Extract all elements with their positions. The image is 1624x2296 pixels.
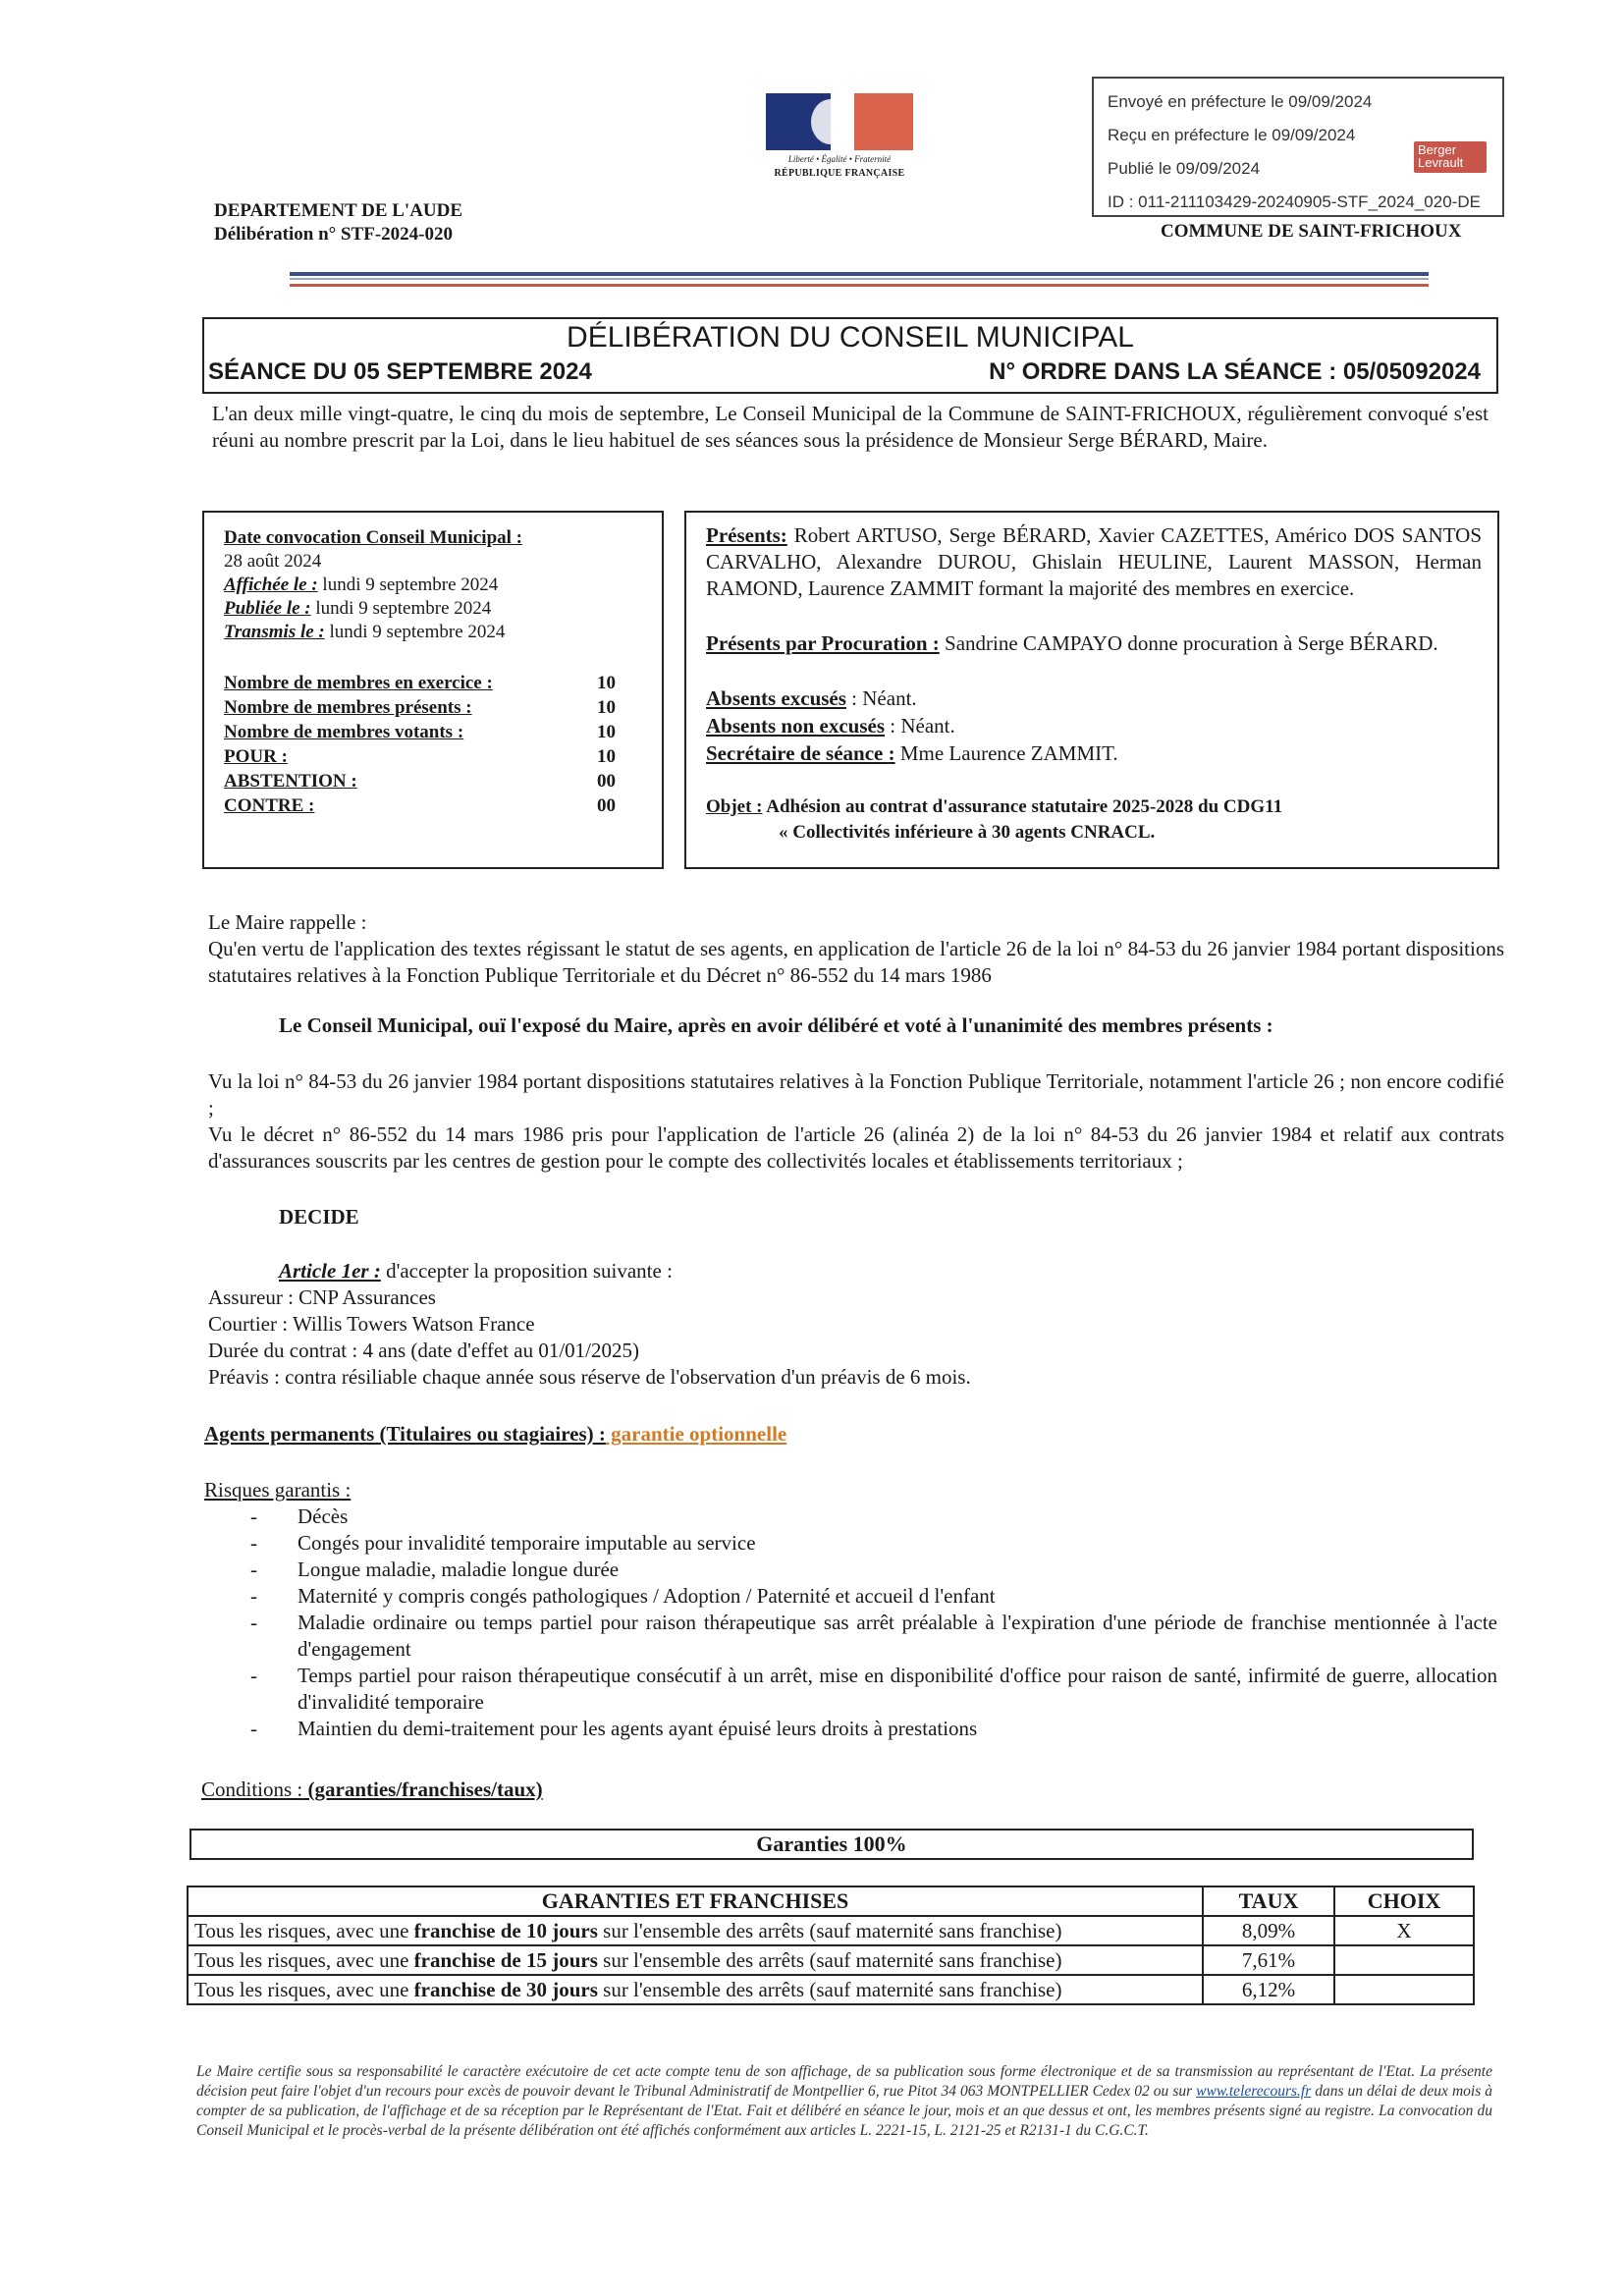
vu-decret: Vu le décret n° 86-552 du 14 mars 1986 pris pour l'application de l'article 26 (alinéa 2) de la loi n° 84-53 du 26 janvier 1984 et relatif aux contrats d'assurances souscrits par les centres de gestion pour le compte des collectivités locales et établissements territoriaux ; [208, 1122, 1504, 1173]
vu-loi: Vu la loi n° 84-53 du 26 janvier 1984 portant dispositions statutaires relatives à la Fonction Publique Territoriale, notamment l'article 26 ; non encore codifié ; [208, 1069, 1504, 1120]
intro-paragraph: L'an deux mille vingt-quatre, le cinq du mois de septembre, Le Conseil Municipal de la Commune de SAINT-FRICHOUX, régulièrement convoqué s'est réuni au nombre prescrit par la Loi, dans le lieu habituel de ses séances sous la présidence de Monsieur Serge BÉRARD, Maire. [212, 402, 1489, 452]
blue-rule [290, 272, 1429, 276]
tricolor-flag-icon [766, 93, 913, 150]
list-item: - Longue maladie, maladie longue durée [250, 1558, 620, 1581]
count-label: Nombre de membres présents : [224, 697, 472, 718]
rappel-text: Qu'en vertu de l'application des textes régissant le statut de ses agents, en application de l'article 26 de la loi n° 84-53 du 26 janvier 1984 portant dispositions statutaires relatives à la Fonction Publique Territoriale et du Décret n° 86-552 du 14 mars 1986 [208, 937, 1504, 987]
list-item: - Temps partiel pour raison thérapeutique consécutif à un arrêt, mise en disponibilité d'office pour raison de santé, infirmité de guerre, allocation d'invalidité temporaire [250, 1664, 1497, 1714]
conditions-line: Conditions : (garanties/franchises/taux) [201, 1777, 543, 1801]
prefecture-stamp [1092, 77, 1504, 217]
convocation-label: Date convocation Conseil Municipal : [224, 527, 522, 548]
garanties-box: Garanties 100% [189, 1829, 1474, 1860]
decide-heading: DECIDE [279, 1205, 359, 1229]
table-cell: Tous les risques, avec une franchise de 15 jours sur l'ensemble des arrêts (sauf maternité sans franchise) [188, 1945, 1203, 1975]
republic-name: RÉPUBLIQUE FRANÇAISE [774, 168, 905, 179]
article-1: Article 1er : d'accepter la proposition suivante : [279, 1259, 673, 1283]
count-label: Nombre de membres en exercice : [224, 673, 493, 693]
list-item: - Maladie ordinaire ou temps partiel pour raison thérapeutique sas arrêt préalable à l'expiration d'une période de franchise mentionnée à l'acte d'engagement [250, 1611, 1497, 1661]
objet-line-2: « Collectivités inférieure à 30 agents CNRACL. [779, 822, 1156, 843]
list-item: - Décès [250, 1504, 349, 1528]
table-header: TAUX [1203, 1886, 1334, 1916]
count-label: CONTRE : [224, 795, 315, 816]
absents-excuses: Absents excusés : Néant. [706, 686, 917, 710]
berger-levrault-logo: Berger Levrault [1414, 141, 1487, 173]
red-rule [290, 284, 1429, 287]
commune-name: COMMUNE DE SAINT-FRICHOUX [1161, 221, 1462, 242]
stamp-publie: Publié le 09/09/2024 [1108, 159, 1261, 178]
publiee-line: Publiée le : lundi 9 septembre 2024 [224, 598, 492, 619]
department-name: DEPARTEMENT DE L'AUDE [214, 200, 463, 221]
transmis-line: Transmis le : lundi 9 septembre 2024 [224, 622, 506, 642]
count-value: 10 [597, 673, 616, 693]
presents-paragraph: Présents: Robert ARTUSO, Serge BÉRARD, Xavier CAZETTES, Américo DOS SANTOS CARVALHO, Alexandre DUROU, Ghislain HEULINE, Laurent MASSON, Herman RAMOND, Laurence ZAMMIT formant la majorité des membres en exercice. [706, 523, 1482, 600]
table-cell: Tous les risques, avec une franchise de 30 jours sur l'ensemble des arrêts (sauf maternité sans franchise) [188, 1975, 1203, 2004]
table-cell: Tous les risques, avec une franchise de 10 jours sur l'ensemble des arrêts (sauf maternité sans franchise) [188, 1916, 1203, 1945]
deliberation-title-box [202, 317, 1498, 394]
legal-footer: Le Maire certifie sous sa responsabilité le caractère exécutoire de cet acte compte tenu de son affichage, de sa publication sous forme électronique et de sa transmission au représentant de l'Etat. La présente décision peut faire l'objet d'un recours pour excès de pouvoir devant le Tribunal Administratif de Montpellier 6, rue Pitot 34 063 MONTPELLIER Cedex 02 ou sur www.telerecours.fr dans un délai de deux mois à compter de sa publication, de l'affichage et de sa réception par le Représentant de l'Etat. Fait et délibéré en séance le jour, mois et an que dessus et ont, les membres présents signé au registre. La convocation du Conseil Municipal et le procès-verbal de la présente délibération ont été affichés conformément aux articles L. 2221-15, L. 2121-25 et R2131-1 du C.G.C.T. [196, 2063, 1492, 2139]
table-cell: 8,09% [1203, 1916, 1334, 1945]
assureur: Assureur : CNP Assurances [208, 1285, 436, 1309]
procuration-paragraph: Présents par Procuration : Sandrine CAMPAYO donne procuration à Serge BÉRARD. [706, 631, 1438, 655]
table-row [188, 1916, 1474, 1945]
secretaire-seance: Secrétaire de séance : Mme Laurence ZAMMIT. [706, 741, 1118, 765]
light-rule [290, 278, 1429, 280]
marianne-logo [766, 93, 913, 184]
agents-line: Agents permanents (Titulaires ou stagiaires) : garantie optionnelle [204, 1422, 787, 1446]
objet-line-1: Objet : Adhésion au contrat d'assurance statutaire 2025-2028 du CDG11 [706, 796, 1283, 817]
list-item: - Congés pour invalidité temporaire imputable au service [250, 1531, 756, 1555]
count-label: Nombre de membres votants : [224, 722, 464, 742]
count-value: 10 [597, 746, 616, 767]
vu-section [208, 1068, 1504, 1175]
garanties-table [187, 1886, 1475, 2005]
risques-list [250, 1503, 1497, 1742]
courtier: Courtier : Willis Towers Watson France [208, 1312, 535, 1336]
count-label: ABSTENTION : [224, 771, 357, 792]
table-header: GARANTIES ET FRANCHISES [188, 1886, 1203, 1916]
contract-details [208, 1285, 971, 1391]
list-item: - Maintien du demi-traitement pour les agents ayant épuisé leurs droits à prestations [250, 1717, 978, 1740]
seance-date: SÉANCE DU 05 SEPTEMBRE 2024 [208, 358, 592, 385]
ordre-number: N° ORDRE DANS LA SÉANCE : 05/05092024 [989, 358, 1481, 385]
table-cell: X [1334, 1916, 1474, 1945]
department-header [214, 199, 462, 246]
table-cell [1334, 1945, 1474, 1975]
deliberation-title: DÉLIBÉRATION DU CONSEIL MUNICIPAL [567, 321, 1134, 354]
risques-heading: Risques garantis : [204, 1478, 352, 1502]
count-value: 10 [597, 697, 616, 718]
deliberation-number: Délibération n° STF-2024-020 [214, 224, 453, 245]
stamp-envoye: Envoyé en préfecture le 09/09/2024 [1108, 92, 1373, 111]
rappel-section [208, 909, 1504, 989]
count-value: 10 [597, 722, 616, 742]
affichee-line: Affichée le : lundi 9 septembre 2024 [224, 574, 499, 595]
convocation-box [202, 511, 664, 869]
convocation-date: 28 août 2024 [224, 551, 322, 572]
list-item: - Maternité y compris congés pathologiques / Adoption / Paternité et accueil d l'enfant [250, 1584, 996, 1608]
table-row [188, 1975, 1474, 2004]
table-cell [1334, 1975, 1474, 2004]
stamp-recu: Reçu en préfecture le 09/09/2024 [1108, 126, 1356, 144]
preavis: Préavis : contra résiliable chaque année sous réserve de l'observation d'un préavis de 6 mois. [208, 1365, 971, 1389]
count-value: 00 [597, 795, 616, 816]
absents-non-excuses: Absents non excusés : Néant. [706, 714, 955, 738]
rappel-heading: Le Maire rappelle : [208, 910, 367, 934]
duree: Durée du contrat : 4 ans (date d'effet au 01/01/2025) [208, 1339, 640, 1362]
count-value: 00 [597, 771, 616, 792]
count-label: POUR : [224, 746, 288, 767]
table-header: CHOIX [1334, 1886, 1474, 1916]
table-header-row [188, 1886, 1474, 1916]
stamp-id: ID : 011-211103429-20240905-STF_2024_020-DE [1108, 192, 1481, 211]
telerecours-link[interactable]: www.telerecours.fr [1196, 2083, 1312, 2100]
presence-box [684, 511, 1499, 869]
table-row [188, 1945, 1474, 1975]
conseil-statement: Le Conseil Municipal, ouï l'exposé du Maire, après en avoir délibéré et voté à l'unanimité des membres présents : [279, 1013, 1273, 1037]
republic-motto: Liberté • Égalité • Fraternité [787, 154, 892, 164]
table-cell: 7,61% [1203, 1945, 1334, 1975]
table-cell: 6,12% [1203, 1975, 1334, 2004]
